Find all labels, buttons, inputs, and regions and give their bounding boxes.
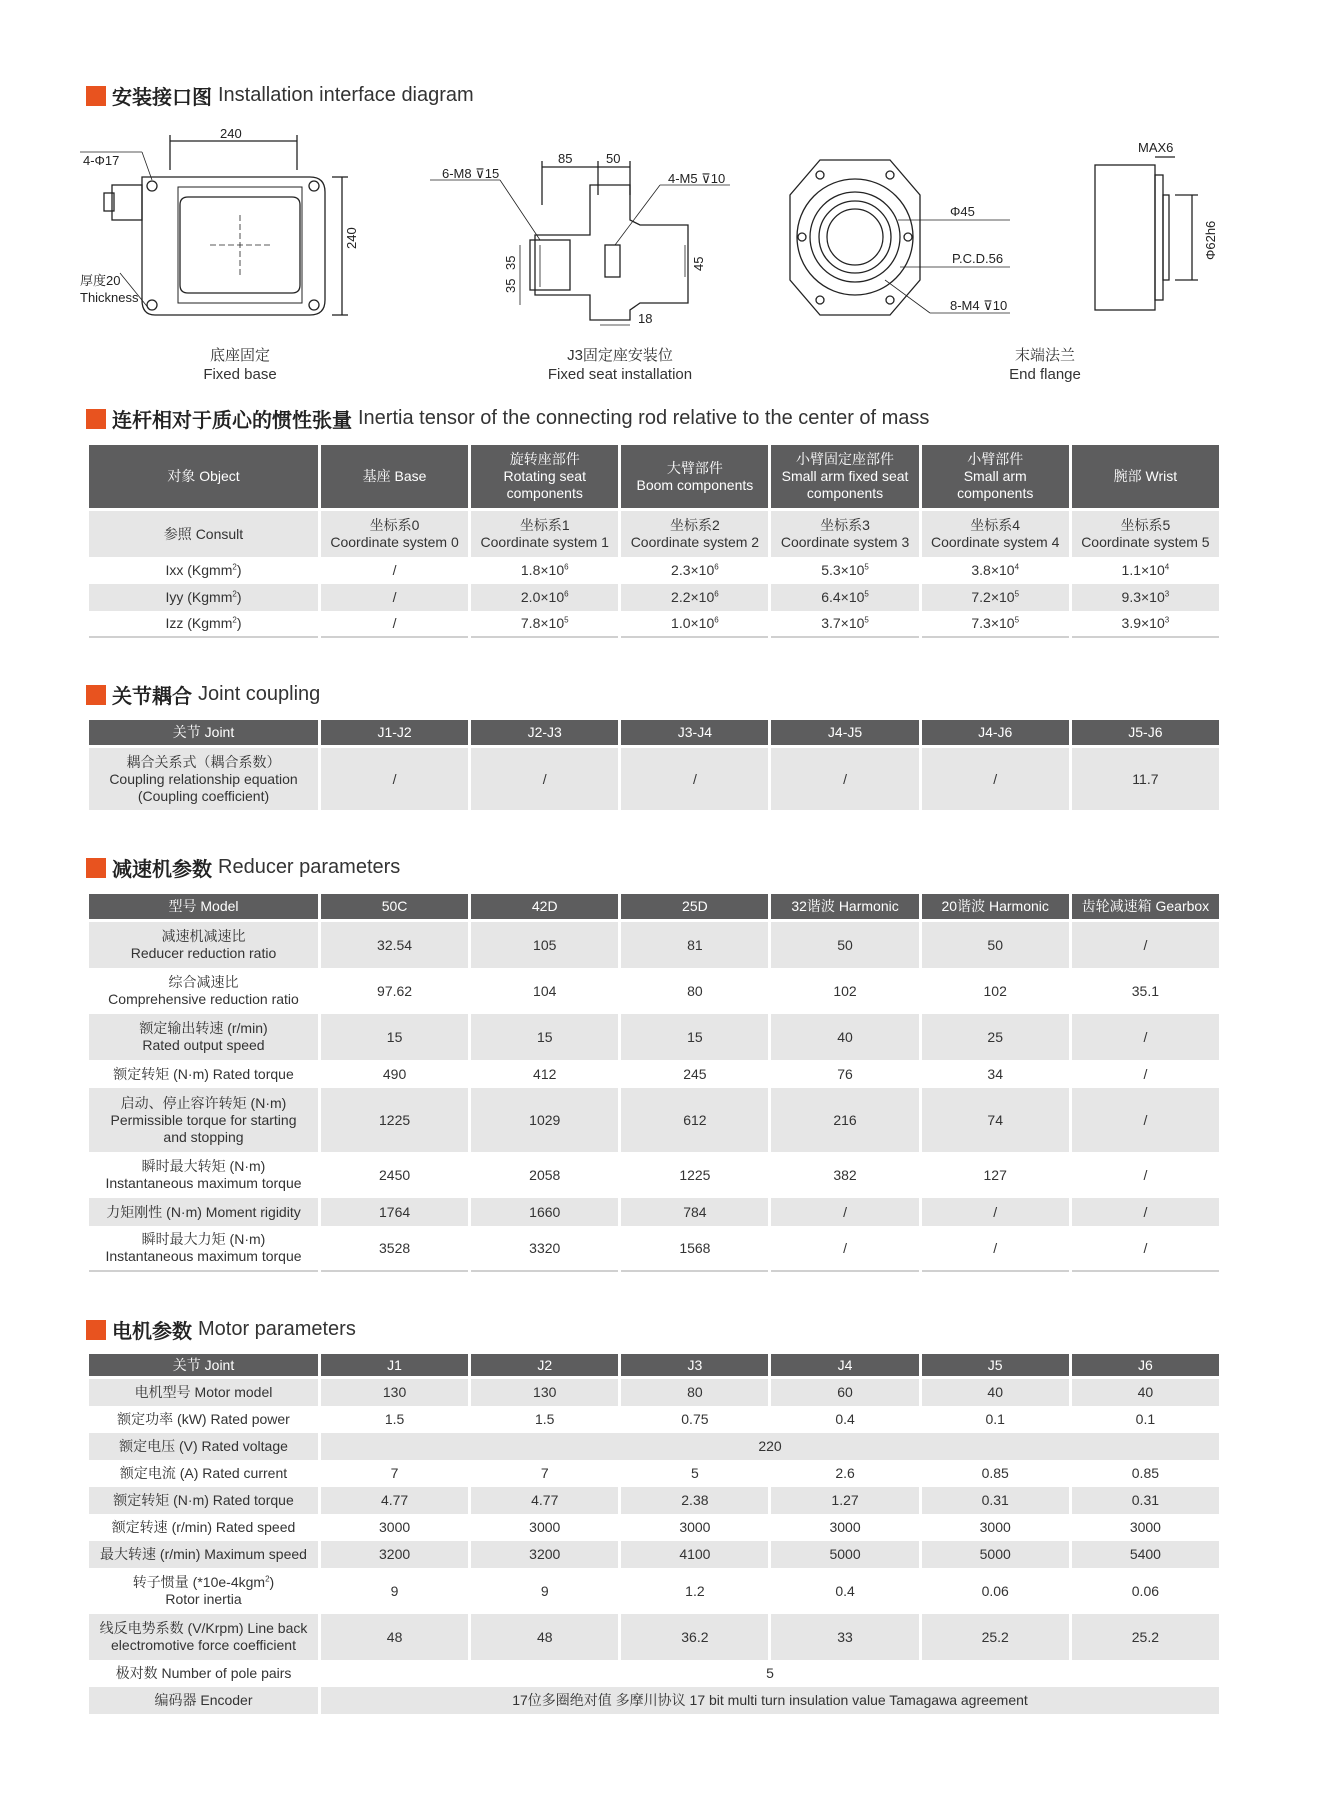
reducer-cell: 245 (621, 1060, 768, 1088)
motor-cell: 5000 (771, 1541, 918, 1568)
reducer-row-label: 力矩刚性 (N·m) Moment rigidity (89, 1198, 318, 1226)
motor-cell: 2.38 (621, 1487, 768, 1514)
coupling-cell: / (621, 748, 768, 810)
section-title-en: Motor parameters (198, 1318, 356, 1340)
coupling-cell: 11.7 (1072, 748, 1219, 810)
reducer-cell: 50 (922, 922, 1069, 968)
reducer-cell: / (1072, 1152, 1219, 1198)
inertia-cell: / (321, 557, 468, 584)
section-marker (86, 858, 106, 878)
reducer-cell: 15 (471, 1014, 618, 1060)
inertia-cell: $7.8\times 10^5$ (471, 611, 618, 638)
j3-seat-drawing (430, 145, 750, 340)
motor-cell: 0.31 (922, 1487, 1069, 1514)
motor-cell: 5400 (1072, 1541, 1219, 1568)
dim-j3-85: 85 (558, 151, 573, 166)
inertia-table (86, 445, 1222, 638)
inertia-consult-cell: 坐标系0 Coordinate system 0 (321, 511, 468, 557)
motor-cell-merged: 220 (321, 1433, 1219, 1460)
inertia-cell: $3.8\times 10^4$ (922, 557, 1069, 584)
label-base-holes: 4-Φ17 (83, 153, 120, 168)
motor-cell: 0.31 (1072, 1487, 1219, 1514)
dim-j3-50: 50 (606, 151, 621, 166)
inertia-row-ixx (89, 557, 1219, 584)
reducer-cell: 1225 (321, 1088, 468, 1152)
motor-table (86, 1354, 1222, 1714)
coupling-header-cell: J1-J2 (321, 720, 468, 748)
reducer-header-cell: 齿轮减速箱 Gearbox (1072, 894, 1219, 922)
reducer-header-cell: 42D (471, 894, 618, 922)
inertia-cell: / (321, 611, 468, 638)
section-title-inertia (86, 404, 929, 433)
section-title-cn: 连杆相对于质心的惯性张量 (112, 410, 352, 432)
reducer-cell: 105 (471, 922, 618, 968)
reducer-cell: 490 (321, 1060, 468, 1088)
motor-cell: 33 (771, 1614, 918, 1660)
reducer-cell: 102 (771, 968, 918, 1014)
motor-cell: 4.77 (321, 1487, 468, 1514)
motor-cell: 5000 (922, 1541, 1069, 1568)
inertia-row-label: Izz (Kgmm$^2$) (89, 611, 318, 638)
section-title-en: Reducer parameters (218, 856, 401, 878)
reducer-cell: / (922, 1226, 1069, 1272)
coupling-header-cell: J4-J5 (771, 720, 918, 748)
inertia-cell: $2.3\times 10^6$ (621, 557, 768, 584)
motor-header-cell: 关节 Joint (89, 1354, 318, 1379)
motor-cell: 48 (321, 1614, 468, 1660)
motor-cell: 48 (471, 1614, 618, 1660)
reducer-row (89, 1198, 1219, 1226)
reducer-row-label: 额定转矩 (N·m) Rated torque (89, 1060, 318, 1088)
motor-cell: 60 (771, 1379, 918, 1406)
inertia-row-izz (89, 611, 1219, 638)
motor-row-label: 极对数 Number of pole pairs (89, 1660, 318, 1687)
section-marker (86, 1320, 106, 1340)
section-title-en: Installation interface diagram (218, 84, 474, 106)
motor-cell-merged: 17位多圈绝对值 多摩川协议 17 bit multi turn insulation value Tamagawa agreement (321, 1687, 1219, 1714)
motor-row (89, 1568, 1219, 1614)
inertia-cell: $6.4\times 10^5$ (771, 584, 918, 611)
label-flange-pcd: P.C.D.56 (952, 251, 1004, 266)
reducer-cell: 74 (922, 1088, 1069, 1152)
motor-cell: 0.85 (1072, 1460, 1219, 1487)
coupling-row-label: 耦合关系式（耦合系数） Coupling relationship equation (Coupling coefficient) (89, 748, 318, 810)
motor-row-label: 额定电流 (A) Rated current (89, 1460, 318, 1487)
reducer-row (89, 1014, 1219, 1060)
reducer-cell: / (771, 1198, 918, 1226)
reducer-row (89, 1088, 1219, 1152)
inertia-header-object: 对象 Object (89, 445, 318, 511)
motor-cell: 0.06 (922, 1568, 1069, 1614)
reducer-cell: 15 (321, 1014, 468, 1060)
reducer-cell: 1029 (471, 1088, 618, 1152)
motor-row (89, 1406, 1219, 1433)
reducer-cell: 50 (771, 922, 918, 968)
coupling-row (89, 748, 1219, 810)
label-j3-thread-a: 6-M8 ⊽15 (442, 166, 500, 181)
reducer-cell: 76 (771, 1060, 918, 1088)
motor-header-cell: J3 (621, 1354, 768, 1379)
motor-cell: 40 (1072, 1379, 1219, 1406)
section-title-motor (86, 1315, 356, 1344)
reducer-cell: / (1072, 1198, 1219, 1226)
motor-row (89, 1514, 1219, 1541)
dim-base-height: 240 (344, 227, 359, 249)
label-flange-phi45: Φ45 (950, 204, 975, 219)
inertia-header-small-arm-seat: 小臂固定座部件 Small arm fixed seat components (771, 445, 918, 511)
label-j3-thread-b: 4-M5 ⊽10 (668, 171, 726, 186)
section-title-coupling (86, 680, 320, 709)
reducer-cell: 2058 (471, 1152, 618, 1198)
section-title-en: Joint coupling (198, 683, 321, 705)
reducer-row (89, 922, 1219, 968)
section-marker (86, 409, 106, 429)
label-base-thickness-cn: 厚度20 (80, 273, 121, 288)
motor-cell: 0.85 (922, 1460, 1069, 1487)
reducer-cell: 104 (471, 968, 618, 1014)
motor-row-label: 额定电压 (V) Rated voltage (89, 1433, 318, 1460)
reducer-table (86, 894, 1222, 1272)
inertia-row-iyy (89, 584, 1219, 611)
motor-row (89, 1487, 1219, 1514)
motor-cell: 9 (321, 1568, 468, 1614)
reducer-cell: / (1072, 1060, 1219, 1088)
motor-cell-merged: 5 (321, 1660, 1219, 1687)
reducer-header-cell: 20谐波 Harmonic (922, 894, 1069, 922)
motor-row-label: 线反电势系数 (V/Krpm) Line back electromotive force coefficient (89, 1614, 318, 1660)
section-title-en: Inertia tensor of the connecting rod relative to the center of mass (358, 407, 930, 429)
motor-row (89, 1460, 1219, 1487)
motor-row (89, 1541, 1219, 1568)
motor-cell: 130 (471, 1379, 618, 1406)
reducer-header-row (89, 894, 1219, 922)
reducer-row (89, 1060, 1219, 1088)
caption-j3-cn: J3固定座安装位 (567, 347, 673, 364)
reducer-cell: 127 (922, 1152, 1069, 1198)
reducer-cell: 412 (471, 1060, 618, 1088)
reducer-row-label: 额定输出转速 (r/min) Rated output speed (89, 1014, 318, 1060)
section-marker (86, 86, 106, 106)
reducer-cell: 80 (621, 968, 768, 1014)
motor-row-label: 额定转矩 (N·m) Rated torque (89, 1487, 318, 1514)
motor-cell: 4100 (621, 1541, 768, 1568)
motor-header-cell: J4 (771, 1354, 918, 1379)
motor-row (89, 1433, 1219, 1460)
motor-row-label: 额定功率 (kW) Rated power (89, 1406, 318, 1433)
reducer-row (89, 1226, 1219, 1272)
section-title-reducer (86, 853, 400, 882)
reducer-cell: / (1072, 1226, 1219, 1272)
reducer-cell: 25 (922, 1014, 1069, 1060)
inertia-consult-cell: 坐标系5 Coordinate system 5 (1072, 511, 1219, 557)
motor-cell: 36.2 (621, 1614, 768, 1660)
motor-cell: 0.06 (1072, 1568, 1219, 1614)
motor-cell: 3000 (922, 1514, 1069, 1541)
reducer-cell: 102 (922, 968, 1069, 1014)
reducer-row (89, 968, 1219, 1014)
end-flange-drawing (780, 140, 1240, 330)
inertia-cell: $2.2\times 10^6$ (621, 584, 768, 611)
motor-header-cell: J2 (471, 1354, 618, 1379)
motor-row-label: 电机型号 Motor model (89, 1379, 318, 1406)
reducer-header-cell: 型号 Model (89, 894, 318, 922)
section-title-cn: 关节耦合 (112, 686, 192, 708)
reducer-cell: 40 (771, 1014, 918, 1060)
inertia-consult-cell: 坐标系1 Coordinate system 1 (471, 511, 618, 557)
reducer-row-label: 瞬时最大力矩 (N·m) Instantaneous maximum torque (89, 1226, 318, 1272)
reducer-cell: 97.62 (321, 968, 468, 1014)
inertia-consult-cell: 坐标系4 Coordinate system 4 (922, 511, 1069, 557)
motor-row-label: 转子惯量 (*10e-4kgm$^2$) Rotor inertia (89, 1568, 318, 1614)
reducer-row-label: 综合减速比 Comprehensive reduction ratio (89, 968, 318, 1014)
reducer-cell: 2450 (321, 1152, 468, 1198)
inertia-cell: $3.7\times 10^5$ (771, 611, 918, 638)
inertia-header-wrist: 腕部 Wrist (1072, 445, 1219, 511)
dim-j3-45: 45 (691, 256, 706, 271)
reducer-cell: 382 (771, 1152, 918, 1198)
motor-cell: 3000 (321, 1514, 468, 1541)
motor-cell: 0.1 (922, 1406, 1069, 1433)
inertia-cell: $9.3\times 10^3$ (1072, 584, 1219, 611)
inertia-cell: $1.8\times 10^6$ (471, 557, 618, 584)
caption-flange (985, 346, 1105, 384)
motor-cell: 7 (471, 1460, 618, 1487)
motor-row (89, 1614, 1219, 1660)
inertia-consult-label: 参照 Consult (89, 511, 318, 557)
inertia-cell: $1.0\times 10^6$ (621, 611, 768, 638)
inertia-consult-row (89, 511, 1219, 557)
motor-header-cell: J6 (1072, 1354, 1219, 1379)
motor-cell: 1.5 (321, 1406, 468, 1433)
reducer-cell: / (771, 1226, 918, 1272)
motor-header-cell: J5 (922, 1354, 1069, 1379)
reducer-cell: 15 (621, 1014, 768, 1060)
reducer-cell: / (1072, 1014, 1219, 1060)
section-title-install (86, 81, 474, 110)
motor-cell: 0.1 (1072, 1406, 1219, 1433)
caption-j3-en: Fixed seat installation (547, 366, 693, 383)
dim-j3-18: 18 (638, 311, 653, 326)
motor-row-label: 额定转速 (r/min) Rated speed (89, 1514, 318, 1541)
base-drawing (80, 125, 380, 340)
inertia-header-boom: 大臂部件 Boom components (621, 445, 768, 511)
reducer-cell: 1225 (621, 1152, 768, 1198)
reducer-row-label: 启动、停止容许转矩 (N·m) Permissible torque for starting and stopping (89, 1088, 318, 1152)
caption-base-en: Fixed base (203, 366, 277, 383)
caption-j3 (520, 346, 720, 384)
motor-cell: 0.75 (621, 1406, 768, 1433)
reducer-cell: / (922, 1198, 1069, 1226)
label-flange-phi62: Φ62h6 (1203, 220, 1218, 260)
inertia-consult-cell: 坐标系2 Coordinate system 2 (621, 511, 768, 557)
inertia-header-base: 基座 Base (321, 445, 468, 511)
inertia-cell: $7.3\times 10^5$ (922, 611, 1069, 638)
motor-cell: 3000 (771, 1514, 918, 1541)
motor-cell: 1.2 (621, 1568, 768, 1614)
coupling-header-cell: 关节 Joint (89, 720, 318, 748)
caption-flange-en: End flange (1009, 366, 1081, 383)
coupling-cell: / (922, 748, 1069, 810)
motor-cell: 3000 (1072, 1514, 1219, 1541)
reducer-row (89, 1152, 1219, 1198)
section-title-cn: 减速机参数 (112, 859, 212, 881)
motor-header-cell: J1 (321, 1354, 468, 1379)
reducer-header-cell: 50C (321, 894, 468, 922)
coupling-header-cell: J2-J3 (471, 720, 618, 748)
inertia-row-label: Ixx (Kgmm$^2$) (89, 557, 318, 584)
motor-cell: 7 (321, 1460, 468, 1487)
motor-cell: 1.5 (471, 1406, 618, 1433)
reducer-header-cell: 32谐波 Harmonic (771, 894, 918, 922)
caption-base-cn: 底座固定 (209, 347, 270, 364)
motor-cell: 3000 (471, 1514, 618, 1541)
reducer-cell: 32.54 (321, 922, 468, 968)
inertia-cell: $1.1\times 10^4$ (1072, 557, 1219, 584)
motor-header-row (89, 1354, 1219, 1379)
motor-row-label: 编码器 Encoder (89, 1687, 318, 1714)
reducer-header-cell: 25D (621, 894, 768, 922)
reducer-cell: / (1072, 1088, 1219, 1152)
coupling-header-row (89, 720, 1219, 748)
reducer-cell: 35.1 (1072, 968, 1219, 1014)
motor-cell: 3200 (471, 1541, 618, 1568)
motor-cell: 80 (621, 1379, 768, 1406)
label-flange-thread: 8-M4 ⊽10 (950, 298, 1008, 313)
reducer-cell: 1660 (471, 1198, 618, 1226)
motor-cell: 0.4 (771, 1568, 918, 1614)
reducer-cell: 1568 (621, 1226, 768, 1272)
dim-j3-35b: 35 (503, 255, 518, 270)
reducer-cell: 612 (621, 1088, 768, 1152)
motor-cell: 2.6 (771, 1460, 918, 1487)
inertia-header-rotating-seat: 旋转座部件 Rotating seat components (471, 445, 618, 511)
inertia-header-row (89, 445, 1219, 511)
motor-cell: 25.2 (922, 1614, 1069, 1660)
caption-base (170, 346, 310, 384)
motor-cell: 4.77 (471, 1487, 618, 1514)
inertia-cell: $2.0\times 10^6$ (471, 584, 618, 611)
section-title-cn: 安装接口图 (112, 87, 212, 109)
motor-cell: 40 (922, 1379, 1069, 1406)
coupling-header-cell: J4-J6 (922, 720, 1069, 748)
coupling-cell: / (771, 748, 918, 810)
coupling-cell: / (471, 748, 618, 810)
motor-cell: 5 (621, 1460, 768, 1487)
reducer-cell: 34 (922, 1060, 1069, 1088)
reducer-row-label: 瞬时最大转矩 (N·m) Instantaneous maximum torque (89, 1152, 318, 1198)
coupling-cell: / (321, 748, 468, 810)
reducer-cell: / (1072, 922, 1219, 968)
motor-cell: 9 (471, 1568, 618, 1614)
motor-cell: 3000 (621, 1514, 768, 1541)
motor-cell: 1.27 (771, 1487, 918, 1514)
reducer-cell: 216 (771, 1088, 918, 1152)
coupling-table (86, 720, 1222, 810)
reducer-cell: 1764 (321, 1198, 468, 1226)
inertia-consult-cell: 坐标系3 Coordinate system 3 (771, 511, 918, 557)
inertia-cell: $3.9\times 10^3$ (1072, 611, 1219, 638)
motor-cell: 25.2 (1072, 1614, 1219, 1660)
motor-cell: 130 (321, 1379, 468, 1406)
inertia-cell: / (321, 584, 468, 611)
reducer-cell: 3528 (321, 1226, 468, 1272)
dim-j3-35a: 35 (503, 278, 518, 293)
motor-row (89, 1687, 1219, 1714)
section-title-cn: 电机参数 (112, 1321, 192, 1343)
motor-row-label: 最大转速 (r/min) Maximum speed (89, 1541, 318, 1568)
section-marker (86, 685, 106, 705)
motor-row (89, 1660, 1219, 1687)
reducer-cell: 3320 (471, 1226, 618, 1272)
motor-cell: 0.4 (771, 1406, 918, 1433)
inertia-header-small-arm: 小臂部件 Small arm components (922, 445, 1069, 511)
label-flange-max: MAX6 (1138, 140, 1174, 155)
inertia-cell: $7.2\times 10^5$ (922, 584, 1069, 611)
reducer-cell: 784 (621, 1198, 768, 1226)
coupling-header-cell: J3-J4 (621, 720, 768, 748)
motor-cell: 3200 (321, 1541, 468, 1568)
motor-row (89, 1379, 1219, 1406)
reducer-row-label: 减速机减速比 Reducer reduction ratio (89, 922, 318, 968)
inertia-row-label: Iyy (Kgmm$^2$) (89, 584, 318, 611)
coupling-header-cell: J5-J6 (1072, 720, 1219, 748)
reducer-cell: 81 (621, 922, 768, 968)
caption-flange-cn: 末端法兰 (1014, 347, 1075, 364)
label-base-thickness-en: Thickness (80, 290, 139, 305)
inertia-cell: $5.3\times 10^5$ (771, 557, 918, 584)
dim-base-width: 240 (220, 126, 242, 141)
